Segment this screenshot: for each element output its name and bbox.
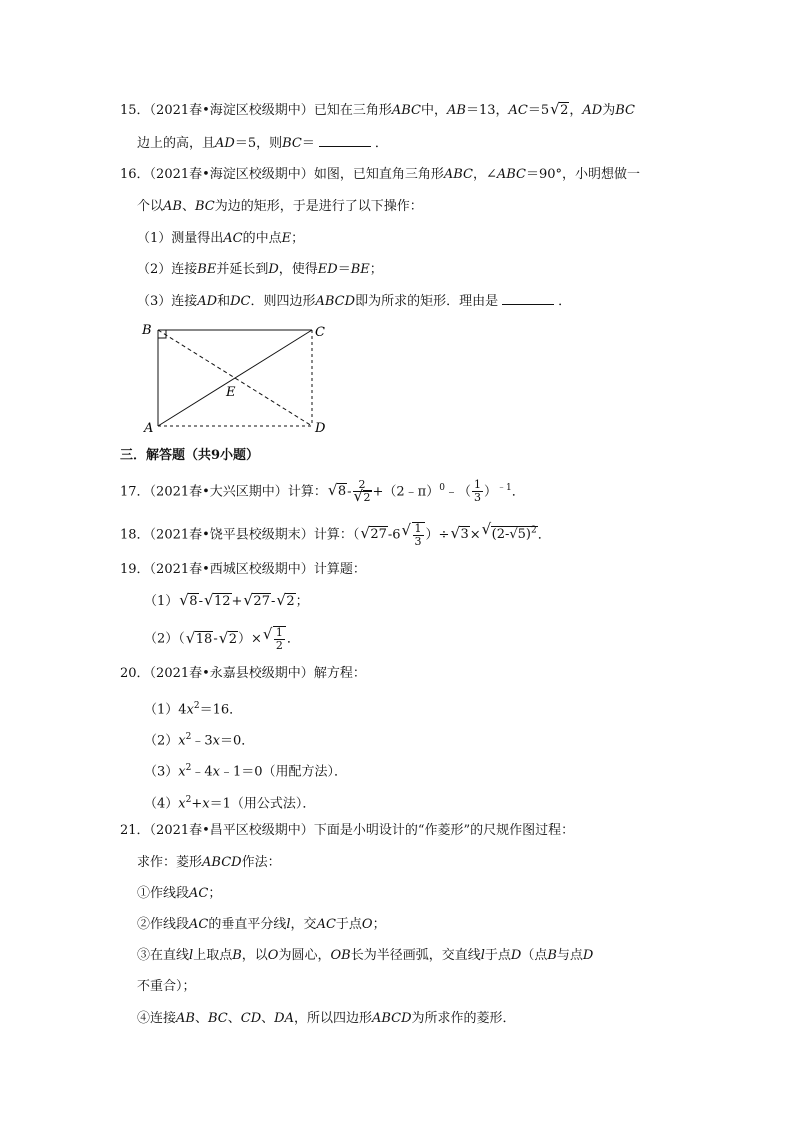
label-b: B xyxy=(142,323,152,338)
section-heading: 三．解答题（共9小题） xyxy=(120,448,260,463)
q20-part4: $(4)x^2+x=1$（用公式法）． xyxy=(144,795,316,812)
rectangle-figure xyxy=(136,318,336,440)
q15-line1: 15．（2021春•海淀区校级期中）已知在三角形ABC中，AB＝13，AC＝5√ 2，AD为BC xyxy=(120,101,635,121)
answer-blank xyxy=(502,291,554,305)
label-c: C xyxy=(315,325,325,340)
q21-step3-cont: 不重合）； xyxy=(137,979,196,994)
q17: 17．（2021春•大兴区期中）计算：√ 8- 2 √ 2 +（2﹣π）$^0$﹣（ $\frac{1}{3}$ ）$^{﹣1}$． xyxy=(120,478,525,504)
sqrt-2: √ 2 xyxy=(550,101,569,121)
q15-line2: 边上的高，且AD＝5，则BC＝ ． xyxy=(137,133,388,154)
q16-step2: （2）连接BE并延长到D，使得ED＝BE； xyxy=(137,262,383,277)
q19-part1: （1）√ 8-√ 12+√ 27-√ 2； xyxy=(144,592,309,612)
q21-step3: ③在直线l上取点B，以O为圆心，OB长为半径画弧，交直线l于点D（点B与点D xyxy=(137,948,594,963)
q20-part1: $(1)4x^2=16$． xyxy=(144,701,243,718)
label-a: A xyxy=(144,421,154,436)
q19-part2: （2）（√ 18-√ 2）× √ $\frac{1}{2}$ ． xyxy=(144,626,300,652)
answer-blank xyxy=(319,133,371,147)
q21: 21．（2021春•昌平区校级期中）下面是小明设计的“作菱形”的尺规作图过程： xyxy=(120,823,575,838)
q19: 19．（2021春•西城区校级期中）计算题： xyxy=(120,562,366,577)
q20: 20．（2021春•永嘉县校级期中）解方程： xyxy=(120,666,366,681)
label-d: D xyxy=(315,421,326,436)
q16-line2: 个以AB、BC为边的矩形，于是进行了以下操作： xyxy=(137,199,423,214)
q18: 18．（2021春•饶平县校级期末）计算：（√ 27-6 √ $\frac{1}{3}$ ）÷√ 3×√ $(2-√5)^2$． xyxy=(120,521,551,548)
q16-step3: （3）连接AD和DC．则四边形ABCD即为所求的矩形．理由是 ． xyxy=(137,291,571,312)
q21-step4: ④连接AB、BC、CD、DA，所以四边形ABCD为所求作的菱形． xyxy=(137,1011,516,1026)
q20-part3: $(3)x^2﹣4x﹣1=0$（用配方法）． xyxy=(144,763,348,780)
label-e: E xyxy=(226,385,236,400)
q20-part2: $(2)x^2﹣3x=0$． xyxy=(144,732,255,749)
q21-step1: ①作线段AC； xyxy=(137,886,222,901)
q21-requirement: 求作：菱形ABCD作法： xyxy=(137,855,281,870)
q21-step2: ②作线段AC的垂直平分线l，交AC于点O； xyxy=(137,917,386,932)
q16-line1: 16．（2021春•海淀区校级期中）如图，已知直角三角形ABC，∠ABC＝90°，小明想做一 xyxy=(120,167,641,182)
q16-step1: （1）测量得出AC的中点E； xyxy=(137,231,305,246)
